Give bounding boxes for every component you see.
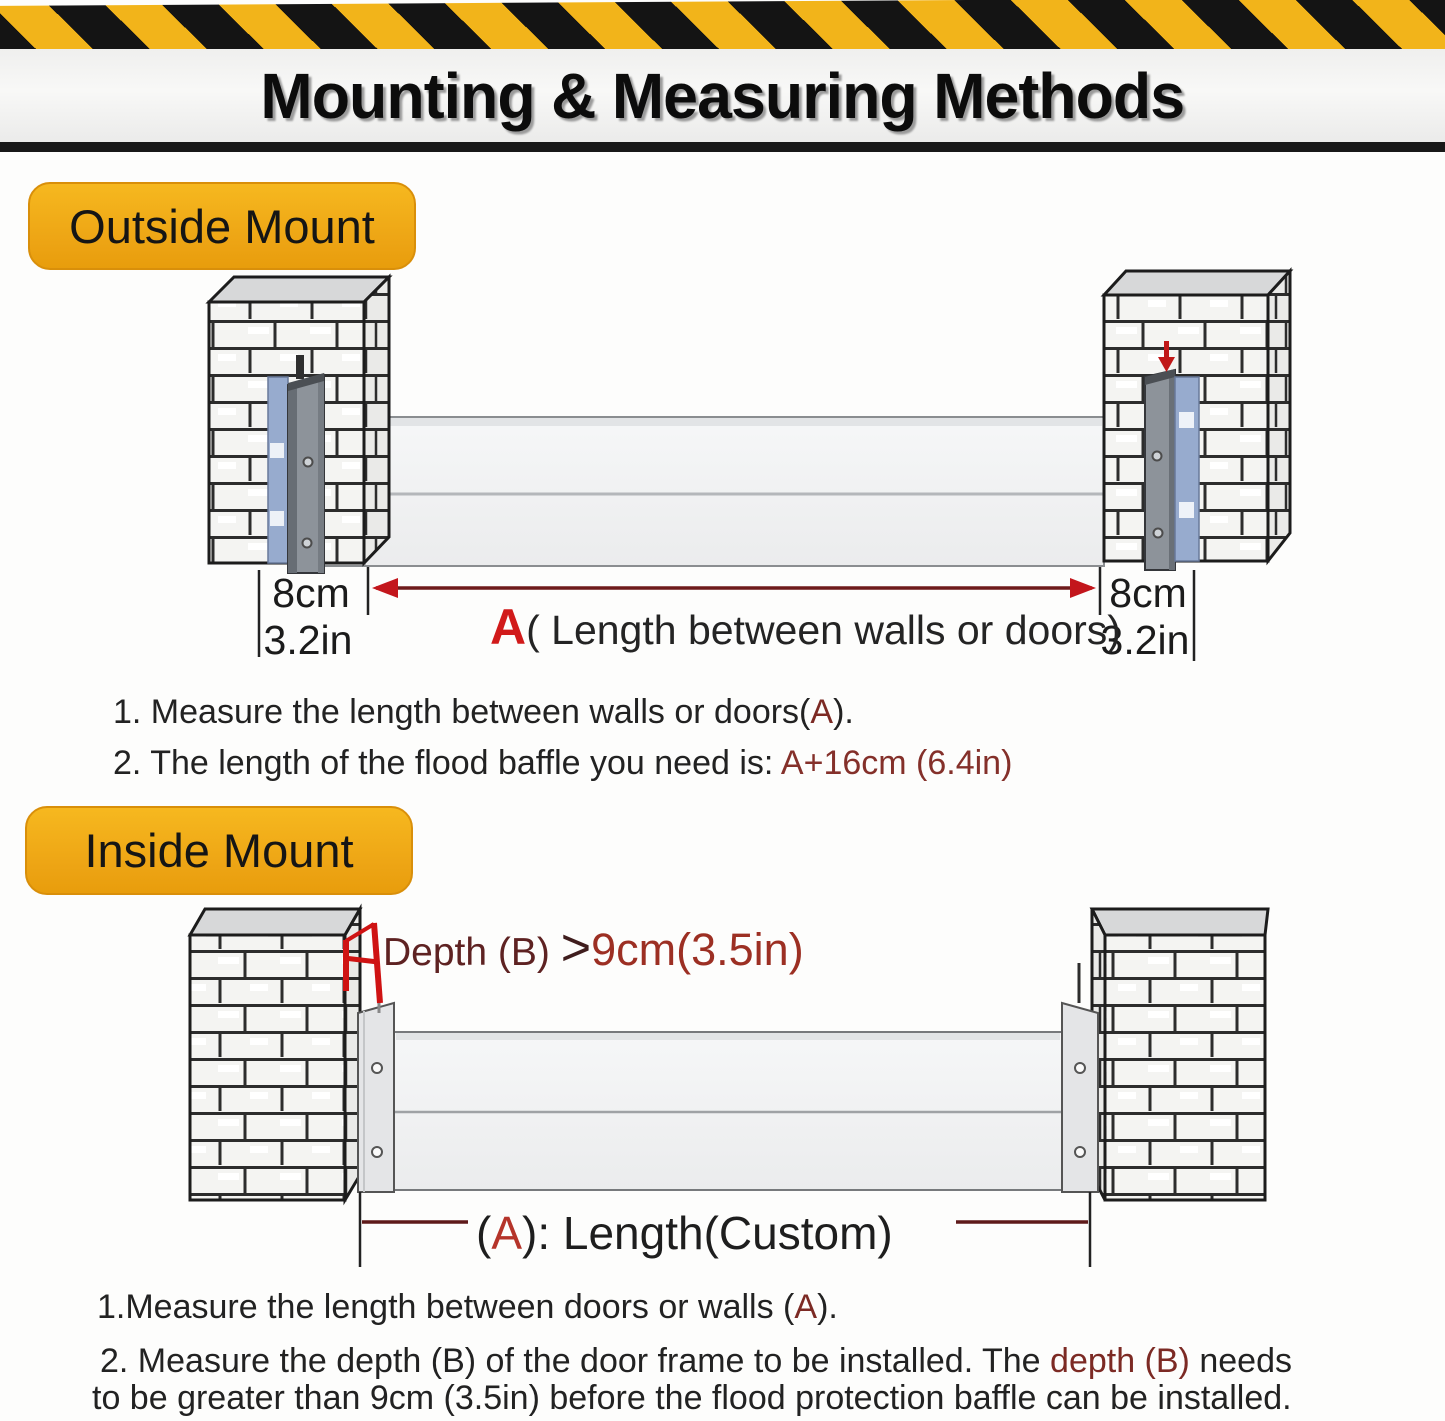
inside-step-2-text: 2. Measure the depth (B) of the door frame to be installed. The bbox=[100, 1342, 1051, 1380]
greater-than-symbol: > bbox=[560, 919, 592, 977]
depth-requirement-label bbox=[383, 918, 804, 978]
outside-step-2-formula: A+16cm (6.4in) bbox=[780, 744, 1013, 782]
outside-step-1-text: 1. Measure the length between walls or doors( bbox=[113, 693, 811, 731]
span-length-text: ( Length between walls or doors) bbox=[526, 607, 1121, 653]
length-label-letter: A bbox=[491, 1207, 523, 1259]
title-divider bbox=[0, 142, 1445, 152]
outside-mount-label bbox=[28, 182, 416, 270]
inside-step-2-line-1 bbox=[100, 1342, 1292, 1381]
flood-barrier-panel-inside bbox=[394, 1032, 1062, 1190]
inside-step-1-letter: A bbox=[794, 1288, 818, 1326]
right-offset-cm: 8cm bbox=[1109, 570, 1187, 616]
left-channel-inside bbox=[358, 1003, 394, 1192]
left-seal-strip bbox=[268, 377, 288, 563]
outside-step-1-end: ). bbox=[833, 693, 854, 731]
span-arrow-head-right bbox=[1070, 578, 1096, 598]
inside-step-2-highlight: depth (B) bbox=[1050, 1342, 1190, 1380]
custom-length-label bbox=[476, 1206, 893, 1260]
inside-step-2-line-2 bbox=[92, 1379, 1292, 1418]
left-offset-cm: 8cm bbox=[272, 570, 350, 616]
span-arrow-head-left bbox=[372, 578, 398, 598]
right-offset-in: 3.2in bbox=[1100, 617, 1190, 663]
length-label-open: ( bbox=[476, 1207, 492, 1259]
left-pillar-inside bbox=[190, 909, 360, 1200]
length-label-text: ): Length(Custom) bbox=[522, 1207, 893, 1259]
inside-step-2-line-2-text: to be greater than 9cm (3.5in) before the flood protection baffle can be installed. bbox=[92, 1379, 1292, 1417]
left-offset-in: 3.2in bbox=[263, 617, 353, 663]
depth-value-text: 9cm(3.5in) bbox=[591, 924, 804, 975]
right-mount-bracket bbox=[1145, 369, 1175, 570]
span-length-letter: A bbox=[490, 599, 527, 655]
outside-step-1-letter: A bbox=[810, 693, 834, 731]
left-mount-bracket bbox=[288, 373, 324, 573]
inside-step-1-end: ). bbox=[817, 1288, 838, 1326]
depth-label-text: Depth (B) bbox=[383, 931, 561, 974]
inside-step-2-post: needs bbox=[1189, 1342, 1292, 1380]
right-seal-strip bbox=[1175, 377, 1199, 561]
anchor-pin-slot bbox=[296, 355, 304, 379]
inside-mount-label-text: Inside Mount bbox=[84, 824, 354, 877]
outside-step-2 bbox=[113, 744, 1012, 783]
page-title: Mounting & Measuring Methods bbox=[260, 59, 1185, 132]
flood-barrier-panel bbox=[324, 417, 1104, 566]
outside-step-1 bbox=[113, 693, 854, 732]
inside-step-1 bbox=[97, 1288, 838, 1327]
inside-step-1-text: 1.Measure the length between doors or walls ( bbox=[97, 1288, 795, 1326]
right-pillar-inside bbox=[1092, 909, 1268, 1200]
outside-mount-label-text: Outside Mount bbox=[69, 199, 375, 253]
span-length-label bbox=[490, 598, 1121, 656]
outside-step-2-text: 2. The length of the flood baffle you need is: bbox=[113, 744, 781, 782]
title-band bbox=[0, 49, 1445, 142]
inside-mount-label bbox=[25, 806, 413, 895]
